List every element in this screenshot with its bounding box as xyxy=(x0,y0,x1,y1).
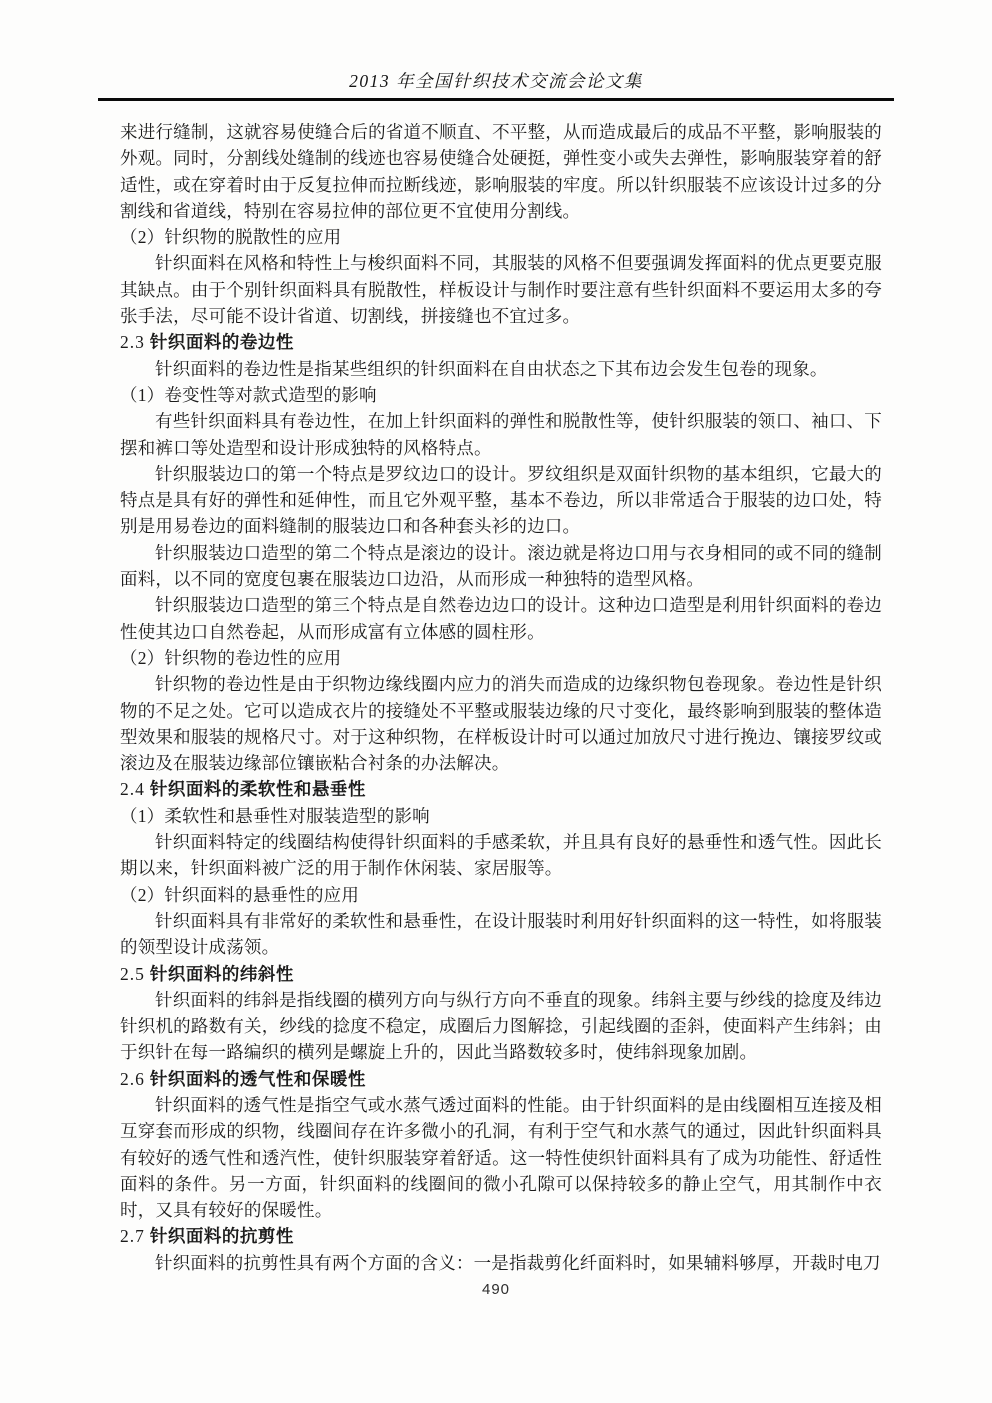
page-header xyxy=(98,0,894,101)
page-body xyxy=(120,119,882,1276)
paragraph: 针织物的卷边性是由于织物边缘线圈内应力的消失而造成的边缘织物包卷现象。卷边性是针织物的不足之处。它可以造成衣片的接缝处不平整或服装边缘的尺寸变化，最终影响到服装的整体造型效果和服装的规格尺寸。对于这种织物，在样板设计时可以通过加放尺寸进行挽边、镶接罗纹或滚边及在服装边缘部位镶嵌粘合衬条的办法解决。 xyxy=(120,674,882,774)
paragraph: 针织面料具有非常好的柔软性和悬垂性，在设计服装时利用好针织面料的这一特性，如将服装的领型设计成荡领。 xyxy=(120,910,882,958)
section-number: 2.6 xyxy=(120,1068,145,1089)
section-number: 2.4 xyxy=(120,779,145,800)
header-rule xyxy=(98,98,894,101)
journal-title: 2013 年全国针织技术交流会论文集 xyxy=(349,71,643,91)
paragraph: 针织服装边口造型的第二个特点是滚边的设计。滚边就是将边口用与衣身相同的或不同的缝制面料，以不同的宽度包裹在服装边口边沿，从而形成一种独特的造型风格。 xyxy=(120,542,882,590)
paragraph: 针织服装边口造型的第三个特点是自然卷边边口的设计。这种边口造型是利用针织面料的卷边性使其边口自然卷起，从而形成富有立体感的圆柱形。 xyxy=(120,595,882,642)
subheading: （2）针织面料的悬垂性的应用 xyxy=(120,884,360,905)
subheading: （2）针织物的卷边性的应用 xyxy=(120,647,342,668)
page-number: 490 xyxy=(481,1281,511,1298)
paragraph: 针织面料在风格和特性上与梭织面料不同，其服装的风格不但要强调发挥面料的优点更要克服其缺点。由于个别针织面料具有脱散性，样板设计与制作时要注意有些针织面料不要运用太多的夸张手法，尽可能不设计省道、切割线，拼接缝也不宜过多。 xyxy=(120,253,882,327)
section-number: 2.5 xyxy=(120,963,145,984)
section-heading xyxy=(120,329,882,355)
section-heading xyxy=(120,1223,882,1249)
section-title: 针织面料的抗剪性 xyxy=(149,1226,294,1247)
section-title: 针织面料的透气性和保暖性 xyxy=(149,1068,366,1089)
section-number: 2.7 xyxy=(120,1226,145,1247)
page-footer xyxy=(0,1281,992,1299)
section-title: 针织面料的纬斜性 xyxy=(149,963,294,984)
section-heading xyxy=(120,1066,882,1092)
paragraph: 针织面料的抗剪性具有两个方面的含义：一是指裁剪化纤面料时，如果辅料够厚，开裁时电刀 xyxy=(155,1252,881,1273)
paragraph: 针织面料特定的线圈结构使得针织面料的手感柔软，并且具有良好的悬垂性和透气性。因此长期以来，针织面料被广泛的用于制作休闲装、家居服等。 xyxy=(120,832,882,879)
paragraph: 有些针织面料具有卷边性，在加上针织面料的弹性和脱散性等，使针织服装的领口、袖口、下摆和裤口等处造型和设计形成独特的风格特点。 xyxy=(120,411,882,458)
section-heading xyxy=(120,961,882,987)
subheading: （1）柔软性和悬垂性对服装造型的影响 xyxy=(120,805,430,826)
subheading: （1）卷变性等对款式造型的影响 xyxy=(120,384,377,405)
paragraph: 针织服装边口的第一个特点是罗纹边口的设计。罗纹组织是双面针织物的基本组织，它最大的特点是具有好的弹性和延伸性，而且它外观平整，基本不卷边，所以非常适合于服装的边口处，特别是用易卷边的面料缝制的服装边口和各种套头衫的边口。 xyxy=(120,463,882,537)
paragraph: 针织面料的卷边性是指某些组织的针织面料在自由状态之下其布边会发生包卷的现象。 xyxy=(155,358,828,379)
paragraph: 来进行缝制，这就容易使缝合后的省道不顺直、不平整，从而造成最后的成品不平整，影响服装的外观。同时，分割线处缝制的线迹也容易使缝合处硬挺，弹性变小或失去弹性，影响服装穿着的舒适性，或在穿着时由于反复拉伸而拉断线迹，影响服装的牢度。所以针织服装不应该设计过多的分割线和省道线，特别在容易拉伸的部位更不宜使用分割线。 xyxy=(120,122,882,221)
section-title: 针织面料的卷边性 xyxy=(149,332,294,353)
subheading: （2）针织物的脱散性的应用 xyxy=(120,227,342,248)
section-title: 针织面料的柔软性和悬垂性 xyxy=(149,779,366,800)
paragraph: 针织面料的透气性是指空气或水蒸气透过面料的性能。由于针织面料的是由线圈相互连接及相互穿套而形成的织物，线圈间存在许多微小的孔洞，有利于空气和水蒸气的通过，因此针织面料具有较好的透气性和透汽性，使针织服装穿着舒适。这一特性使织针面料具有了成为功能性、舒适性面料的条件。另一方面，针织面料的线圈间的微小孔隙可以保持较多的静止空气，用其制作中衣时，又具有较好的保暖性。 xyxy=(120,1094,882,1221)
paragraph: 针织面料的纬斜是指线圈的横列方向与纵行方向不垂直的现象。纬斜主要与纱线的捻度及纬边针织机的路数有关，纱线的捻度不稳定，成圈后力图解捻，引起线圈的歪斜，使面料产生纬斜；由于织针在每一路编织的横列是螺旋上升的，因此当路数较多时，使纬斜现象加剧。 xyxy=(120,989,882,1063)
section-number: 2.3 xyxy=(120,332,145,353)
section-heading xyxy=(120,776,882,802)
